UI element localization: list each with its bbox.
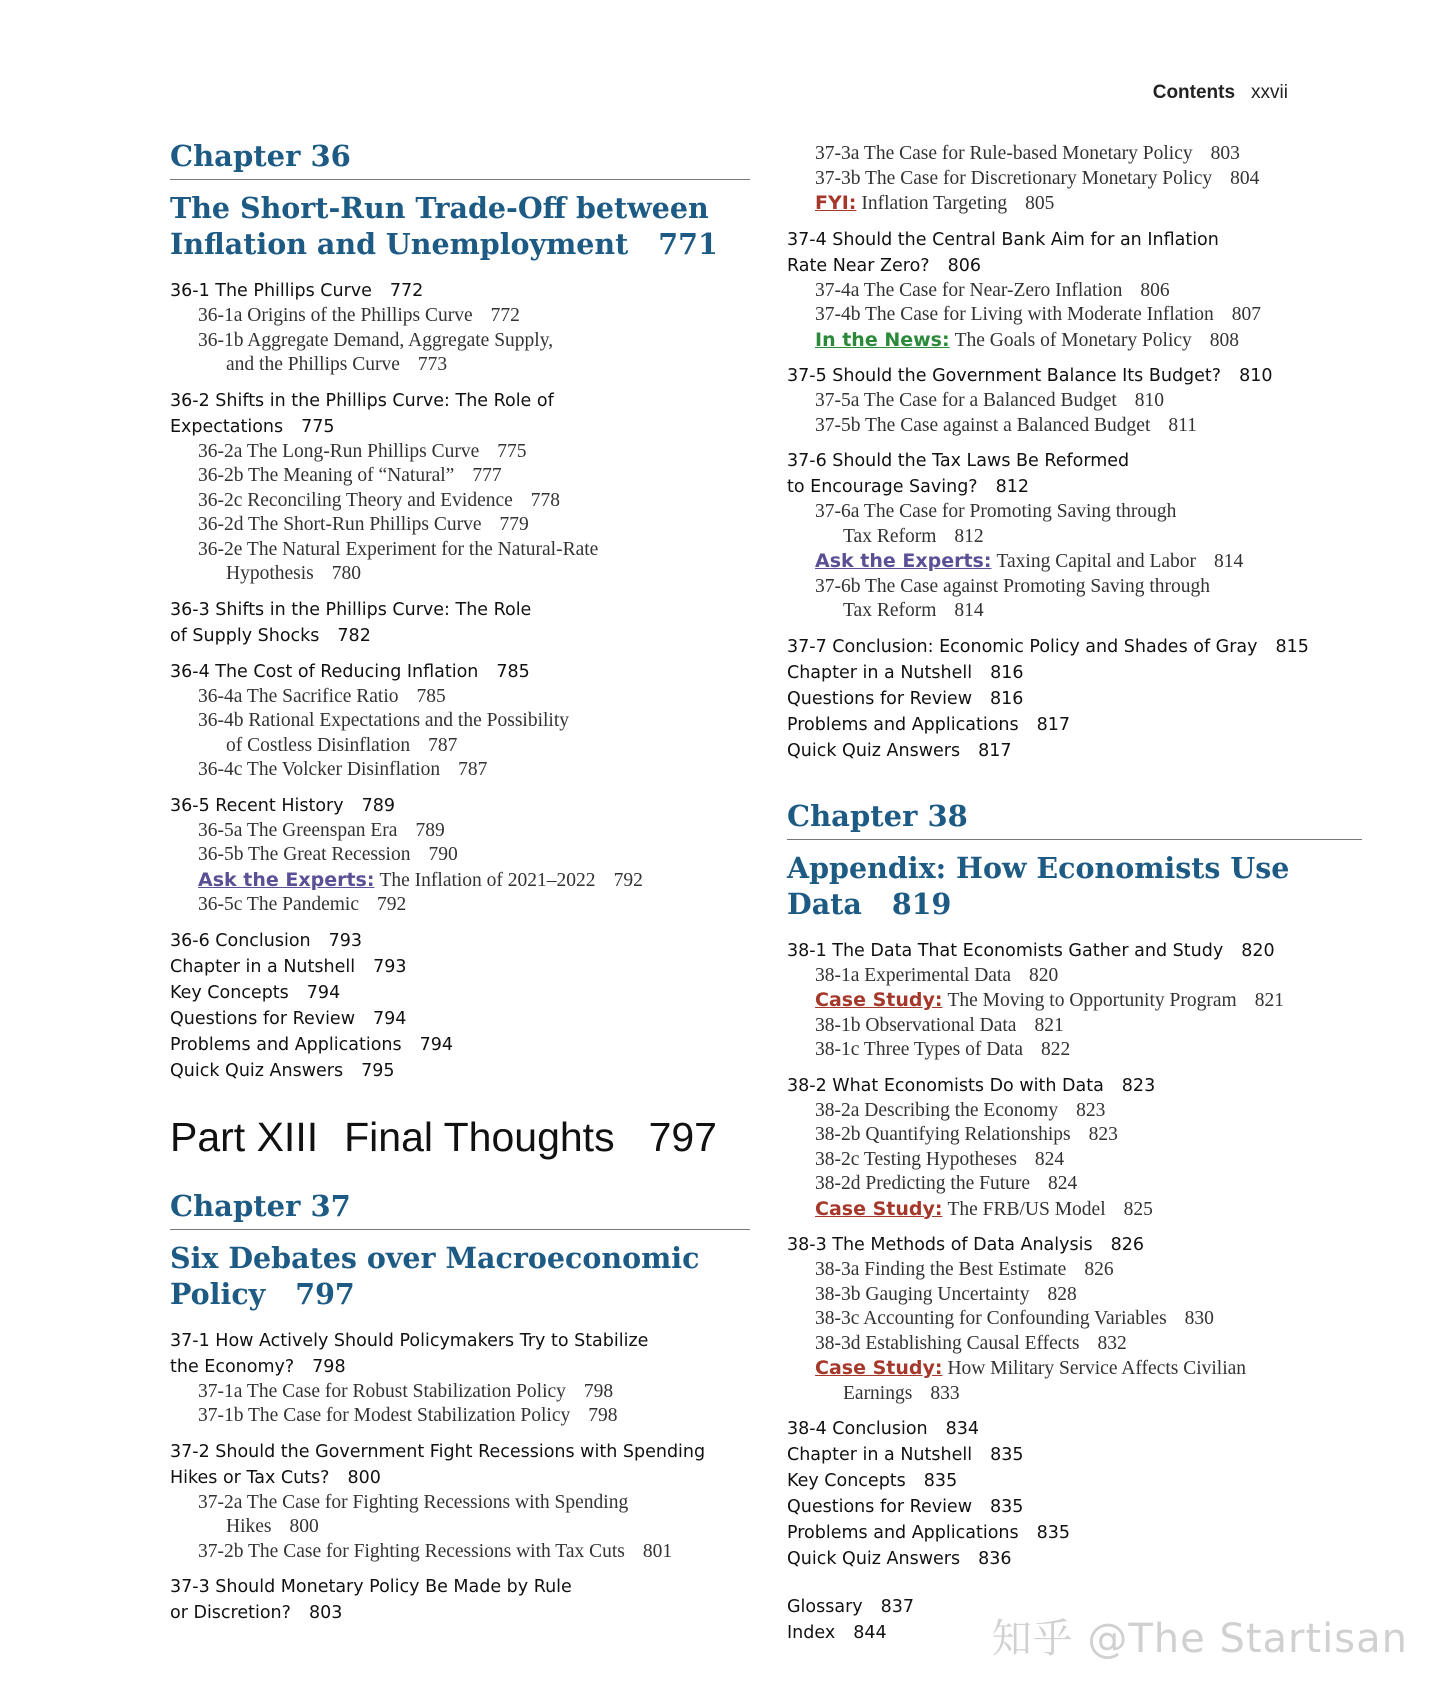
page-number: 794 — [419, 1034, 454, 1055]
chapter-38-label: Chapter 38 — [787, 798, 1362, 840]
subsection-title: 37-2b The Case for Fighting Recessions with Tax Cuts — [198, 1540, 625, 1562]
feature-label: In the News: — [815, 328, 950, 351]
page-number: 790 — [428, 844, 458, 865]
section-37-5 — [787, 363, 1362, 438]
feature-entry-fyi[interactable] — [787, 191, 1362, 217]
page-number: 805 — [1025, 193, 1055, 214]
page-number: 797 — [295, 1276, 355, 1311]
feature-title: How Military Service Affects Civilian — [947, 1358, 1247, 1379]
page-number: 816 — [990, 662, 1024, 683]
page-number: 771 — [658, 227, 718, 261]
page-number: 835 — [990, 1497, 1024, 1517]
page-number: 806 — [1140, 279, 1170, 301]
page-number: 772 — [389, 281, 424, 301]
section-37-2 — [170, 1439, 750, 1565]
page-number: 793 — [373, 956, 407, 977]
end-entry[interactable] — [787, 1442, 1362, 1468]
page-number: 806 — [947, 255, 981, 276]
entry-title: Chapter in a Nutshell — [787, 662, 973, 683]
subsection-title-cont: and the Phillips Curve — [226, 354, 400, 375]
subsection-entry[interactable] — [787, 1099, 1362, 1124]
page-number: 773 — [417, 354, 448, 375]
subsection-entry[interactable] — [170, 329, 750, 378]
page-number: 775 — [301, 416, 335, 437]
subsection-title-cont: Tax Reform — [843, 525, 937, 547]
subsection-title: 38-2c Testing Hypotheses — [815, 1148, 1017, 1170]
subsection-title-cont: Hikes — [226, 1516, 272, 1537]
subsection-entry[interactable] — [787, 167, 1362, 192]
page-number: 772 — [490, 305, 520, 326]
subsection-title: 36-1a Origins of the Phillips Curve — [198, 305, 473, 326]
end-entry[interactable] — [787, 738, 1362, 764]
subsection-entry[interactable] — [170, 709, 750, 758]
subsection-title: 36-2c Reconciling Theory and Evidence — [198, 489, 513, 511]
feature-title: The Moving to Opportunity Program — [947, 990, 1237, 1011]
end-entry[interactable] — [787, 1416, 1362, 1442]
section-heading[interactable] — [787, 363, 1362, 389]
subsection-entry[interactable] — [787, 1148, 1362, 1173]
subsection-entry[interactable] — [170, 538, 750, 587]
section-title-cont: Rate Near Zero? — [787, 255, 930, 276]
section-37-1 — [170, 1328, 750, 1429]
page-number: 798 — [583, 1380, 614, 1402]
page-number: 789 — [415, 819, 445, 841]
page-number: 817 — [1036, 714, 1071, 735]
subsection-title-cont: of Costless Disinflation — [226, 734, 411, 756]
subsection-entry[interactable] — [787, 1014, 1362, 1039]
page-number: 792 — [613, 869, 643, 891]
chapter-title-line: Policy — [170, 1276, 266, 1311]
entry-title: Quick Quiz Answers — [170, 1060, 344, 1081]
subsection-entry[interactable] — [170, 304, 750, 329]
entry-title: 36-6 Conclusion — [170, 930, 311, 951]
page-number: 778 — [530, 489, 561, 511]
subsection-title: 37-3a The Case for Rule-based Monetary Policy — [815, 143, 1193, 164]
entry-title: 37-7 Conclusion: Economic Policy and Shades of Gray — [787, 636, 1258, 657]
subsection-entry[interactable] — [170, 1404, 750, 1429]
subsection-entry[interactable] — [170, 843, 750, 868]
subsection-title: 36-2b The Meaning of “Natural” — [198, 465, 455, 486]
section-title: 36-5 Recent History — [170, 795, 344, 816]
subsection-title: 37-1a The Case for Robust Stabilization Policy — [198, 1380, 566, 1402]
entry-title: Index — [787, 1623, 836, 1643]
chapter-38-title[interactable] — [787, 850, 1362, 922]
subsection-title: 37-1b The Case for Modest Stabilization Policy — [198, 1405, 571, 1426]
section-37-3 — [170, 1574, 750, 1626]
subsection-title: 38-3c Accounting for Confounding Variables — [815, 1308, 1167, 1329]
entry-title: Questions for Review — [170, 1008, 356, 1029]
entry-title: Questions for Review — [787, 1497, 973, 1517]
feature-label: Case Study: — [815, 1357, 943, 1379]
entry-title: Quick Quiz Answers — [787, 740, 961, 761]
subsection-title: 38-3a Finding the Best Estimate — [815, 1259, 1067, 1280]
end-entry[interactable] — [787, 1520, 1362, 1546]
section-title: 37-6 Should the Tax Laws Be Reformed — [787, 451, 1130, 471]
section-heading[interactable] — [170, 793, 750, 819]
section-heading[interactable] — [787, 938, 1362, 964]
spacer — [787, 774, 1362, 798]
page-number: 794 — [306, 982, 341, 1003]
page-number: 794 — [373, 1008, 407, 1029]
subsection-entry[interactable] — [787, 142, 1362, 167]
entry-title: Problems and Applications — [170, 1034, 402, 1055]
subsection-title: 37-6b The Case against Promoting Saving through — [815, 575, 1211, 597]
page-number: 828 — [1047, 1283, 1077, 1305]
section-title: 38-3 The Methods of Data Analysis — [787, 1235, 1093, 1255]
subsection-title: 36-4c The Volcker Disinflation — [198, 759, 441, 780]
page-number: 819 — [891, 886, 952, 921]
feature-entry-in-the-news[interactable] — [787, 328, 1362, 354]
chapter-36-label: Chapter 36 — [170, 138, 750, 180]
section-36-4 — [170, 659, 750, 783]
page-number: 820 — [1029, 964, 1059, 986]
page-number: 789 — [361, 795, 395, 816]
page-number: 801 — [642, 1540, 673, 1562]
page-number: 832 — [1097, 1332, 1127, 1354]
end-entry[interactable] — [787, 686, 1362, 712]
page-number: 782 — [337, 625, 371, 646]
subsection-title: 38-1b Observational Data — [815, 1014, 1017, 1036]
feature-title: The FRB/US Model — [947, 1198, 1106, 1220]
page-number: 816 — [990, 688, 1024, 709]
page-number: 807 — [1231, 304, 1262, 325]
entry-title: Glossary — [787, 1597, 863, 1617]
section-title-cont: or Discretion? — [170, 1603, 291, 1623]
section-heading[interactable] — [170, 659, 750, 685]
subsection-title: 37-4b The Case for Living with Moderate Inflation — [815, 304, 1214, 325]
subsection-entry[interactable] — [170, 758, 750, 783]
feature-title-cont: Earnings — [843, 1382, 913, 1404]
subsection-title-cont: Tax Reform — [843, 600, 937, 621]
feature-label: Case Study: — [815, 989, 943, 1011]
subsection-title: 36-2e The Natural Experiment for the Natural-Rate — [198, 538, 599, 560]
end-entry[interactable] — [170, 1006, 750, 1032]
entry-title: Chapter in a Nutshell — [787, 1445, 973, 1465]
end-entry[interactable] — [787, 1494, 1362, 1520]
subsection-entry[interactable] — [170, 513, 750, 538]
section-36-3 — [170, 597, 750, 649]
running-header — [1153, 82, 1288, 104]
subsection-entry[interactable] — [787, 279, 1362, 304]
section-heading[interactable] — [787, 1232, 1362, 1258]
section-37-6 — [787, 448, 1362, 624]
page-number: 825 — [1123, 1198, 1153, 1220]
subsection-title: 38-1c Three Types of Data — [815, 1039, 1024, 1060]
section-title-cont: the Economy? — [170, 1356, 295, 1377]
page-number: 821 — [1254, 990, 1284, 1011]
page-number: 823 — [1076, 1099, 1106, 1121]
spacer — [787, 1582, 1362, 1594]
section-title-cont: of Supply Shocks — [170, 625, 320, 646]
section-37-3-cont — [787, 142, 1362, 217]
entry-title: Key Concepts — [170, 982, 289, 1003]
page-number: 775 — [497, 440, 527, 462]
end-entry[interactable] — [787, 660, 1362, 686]
page-number: 785 — [416, 685, 446, 707]
page-number: 820 — [1241, 940, 1275, 961]
page-number: 787 — [458, 759, 488, 780]
section-36-1 — [170, 278, 750, 378]
page-number: 844 — [853, 1623, 887, 1643]
subsection-title: 38-1a Experimental Data — [815, 964, 1011, 986]
page-number: 800 — [289, 1516, 319, 1537]
page-number: 812 — [995, 477, 1030, 497]
page-number: 835 — [1036, 1523, 1071, 1543]
page-number: 780 — [331, 563, 361, 584]
feature-title: Inflation Targeting — [861, 193, 1008, 214]
chapter-title-line: Data — [787, 886, 862, 921]
feature-title: The Goals of Monetary Policy — [954, 329, 1192, 351]
page-number: 823 — [1121, 1075, 1156, 1096]
chapter-38-end-matter — [787, 1416, 1362, 1572]
page-number: 798 — [312, 1356, 346, 1377]
section-title: 36-1 The Phillips Curve — [170, 281, 372, 301]
chapter-37-end-matter — [787, 634, 1362, 764]
end-entry[interactable] — [170, 1058, 750, 1084]
subsection-entry[interactable] — [170, 893, 750, 918]
page-number: 803 — [308, 1603, 343, 1623]
page-number: 779 — [499, 514, 529, 535]
subsection-title: 38-3d Establishing Causal Effects — [815, 1332, 1080, 1354]
section-38-1 — [787, 938, 1362, 1063]
section-title: 37-1 How Actively Should Policymakers Try to Stabilize — [170, 1330, 649, 1351]
section-heading[interactable] — [787, 1073, 1362, 1099]
section-heading[interactable] — [170, 1328, 750, 1380]
page-number: 821 — [1034, 1014, 1064, 1036]
subsection-title: 36-5c The Pandemic — [198, 894, 360, 915]
section-title: 37-3 Should Monetary Policy Be Made by Rule — [170, 1577, 572, 1597]
subsection-entry[interactable] — [787, 1307, 1362, 1332]
subsection-entry[interactable] — [787, 1038, 1362, 1063]
section-heading[interactable] — [787, 227, 1362, 279]
feature-label: Ask the Experts: — [198, 868, 375, 891]
end-entry[interactable] — [170, 954, 750, 980]
section-heading[interactable] — [170, 388, 750, 440]
watermark: 知乎 @The Startisan — [991, 1616, 1408, 1662]
section-title-cont: Expectations — [170, 416, 284, 437]
subsection-title: 36-2d The Short-Run Phillips Curve — [198, 514, 482, 535]
subsection-title-cont: Hypothesis — [226, 563, 314, 584]
subsection-entry[interactable] — [787, 1283, 1362, 1308]
subsection-title: 38-2d Predicting the Future — [815, 1173, 1031, 1194]
section-title: 37-4 Should the Central Bank Aim for an Inflation — [787, 229, 1219, 250]
chapter-title-line: Inflation and Unemployment — [170, 227, 629, 261]
end-entry[interactable] — [170, 1032, 750, 1058]
page-number: 817 — [978, 740, 1012, 761]
chapter-37-label: Chapter 37 — [170, 1188, 750, 1230]
entry-title: Problems and Applications — [787, 1523, 1019, 1543]
section-heading[interactable] — [170, 597, 750, 649]
section-38-2 — [787, 1073, 1362, 1223]
page-number: 826 — [1084, 1259, 1114, 1280]
subsection-title: 36-1b Aggregate Demand, Aggregate Supply, — [198, 329, 554, 351]
chapter-title-line: The Short-Run Trade-Off between — [170, 191, 709, 225]
section-title: 38-1 The Data That Economists Gather and Study — [787, 940, 1224, 961]
page-number: 836 — [978, 1549, 1012, 1569]
feature-title: Taxing Capital and Labor — [996, 551, 1197, 572]
subsection-entry[interactable] — [787, 964, 1362, 989]
running-header-page: xxvii — [1251, 82, 1288, 103]
entry-title: Quick Quiz Answers — [787, 1549, 961, 1569]
chapter-title-line: Six Debates over Macroeconomic — [170, 1240, 700, 1275]
chapter-37-title[interactable] — [170, 1240, 750, 1312]
left-column — [170, 138, 750, 1636]
entry-title: Key Concepts — [787, 1471, 906, 1491]
page-number: 800 — [347, 1467, 381, 1488]
feature-title: The Inflation of 2021–2022 — [379, 869, 596, 891]
subsection-entry[interactable] — [787, 1123, 1362, 1148]
feature-entry-case-study[interactable] — [787, 1197, 1362, 1223]
subsection-title: 37-6a The Case for Promoting Saving through — [815, 501, 1177, 522]
page-number: 804 — [1230, 167, 1260, 189]
section-36-5 — [170, 793, 750, 918]
chapter-title-line: Appendix: How Economists Use — [787, 850, 1290, 885]
entry-title: 38-4 Conclusion — [787, 1419, 928, 1439]
end-entry[interactable] — [787, 634, 1362, 660]
subsection-title: 36-4b Rational Expectations and the Possibility — [198, 710, 569, 731]
subsection-title: 37-3b The Case for Discretionary Monetary Policy — [815, 167, 1213, 189]
section-title: 36-3 Shifts in the Phillips Curve: The Role — [170, 599, 532, 620]
end-entry[interactable] — [787, 712, 1362, 738]
section-38-3 — [787, 1232, 1362, 1406]
subsection-entry[interactable] — [787, 1172, 1362, 1197]
page-number: 808 — [1209, 329, 1240, 351]
page-number: 815 — [1275, 636, 1309, 657]
section-heading[interactable] — [170, 1439, 750, 1491]
section-title: 36-4 The Cost of Reducing Inflation — [170, 661, 479, 682]
subsection-entry[interactable] — [170, 685, 750, 710]
feature-entry-case-study[interactable] — [787, 988, 1362, 1014]
page-number: 792 — [377, 894, 407, 915]
entry-title: Questions for Review — [787, 688, 973, 709]
subsection-title: 37-5a The Case for a Balanced Budget — [815, 390, 1117, 411]
feature-entry-case-study[interactable] — [787, 1356, 1362, 1406]
page-number: 777 — [472, 465, 502, 486]
subsection-entry[interactable] — [170, 1540, 750, 1565]
page-number: 795 — [361, 1060, 395, 1081]
subsection-entry[interactable] — [787, 575, 1362, 624]
feature-entry-ask-the-experts[interactable] — [170, 868, 750, 894]
feature-label: Case Study: — [815, 1197, 943, 1220]
subsection-entry[interactable] — [787, 303, 1362, 328]
entry-title: Problems and Applications — [787, 714, 1019, 735]
page-number: 834 — [945, 1419, 980, 1439]
subsection-entry[interactable] — [170, 464, 750, 489]
subsection-title: 36-5b The Great Recession — [198, 844, 411, 865]
subsection-entry[interactable] — [787, 1258, 1362, 1283]
page-number: 824 — [1048, 1173, 1078, 1194]
page-number: 798 — [588, 1405, 618, 1426]
end-entry[interactable] — [787, 1546, 1362, 1572]
page-number: 823 — [1088, 1124, 1118, 1145]
running-header-title: Contents — [1152, 82, 1236, 103]
page-number: 803 — [1210, 143, 1240, 164]
section-heading[interactable] — [787, 448, 1362, 500]
page-number: 835 — [923, 1471, 958, 1491]
page-number: 814 — [954, 600, 984, 621]
page-number: 787 — [428, 734, 458, 756]
page-number: 814 — [1214, 551, 1244, 572]
subsection-title: 37-2a The Case for Fighting Recessions with Spending — [198, 1491, 629, 1513]
subsection-entry[interactable] — [787, 1332, 1362, 1357]
subsection-title: 37-4a The Case for Near-Zero Inflation — [815, 279, 1123, 301]
section-heading[interactable] — [170, 278, 750, 304]
section-heading[interactable] — [170, 1574, 750, 1626]
part-number: Part XIII — [170, 1113, 319, 1160]
page-number: 812 — [954, 525, 984, 547]
section-36-2 — [170, 388, 750, 587]
section-title: 37-5 Should the Government Balance Its Budget? — [787, 366, 1222, 386]
subsection-entry[interactable] — [170, 440, 750, 465]
subsection-title: 36-5a The Greenspan Era — [198, 819, 398, 841]
subsection-title: 37-5b The Case against a Balanced Budget — [815, 414, 1151, 436]
subsection-entry[interactable] — [787, 414, 1362, 439]
section-title-cont: Hikes or Tax Cuts? — [170, 1467, 330, 1488]
part-xiii-title[interactable] — [170, 1112, 750, 1162]
page-number: 835 — [990, 1445, 1024, 1465]
page-number: 830 — [1184, 1308, 1214, 1329]
subsection-entry[interactable] — [787, 389, 1362, 414]
feature-entry-ask-the-experts[interactable] — [787, 549, 1362, 575]
subsection-title: 36-2a The Long-Run Phillips Curve — [198, 440, 480, 462]
page-number: 822 — [1041, 1039, 1071, 1060]
subsection-title: 38-2a Describing the Economy — [815, 1099, 1059, 1121]
section-title-cont: to Encourage Saving? — [787, 477, 978, 497]
end-entry[interactable] — [170, 928, 750, 954]
page-number: 811 — [1168, 414, 1197, 436]
chapter-36-title[interactable] — [170, 190, 750, 262]
page-number: 797 — [648, 1113, 717, 1160]
right-column — [787, 142, 1362, 1656]
page-number: 793 — [328, 930, 363, 951]
subsection-entry[interactable] — [170, 1380, 750, 1405]
subsection-title: 38-3b Gauging Uncertainty — [815, 1283, 1030, 1305]
part-name: Final Thoughts — [344, 1113, 615, 1160]
page-number: 785 — [496, 661, 530, 682]
section-title: 38-2 What Economists Do with Data — [787, 1075, 1104, 1096]
page-number: 833 — [930, 1382, 960, 1404]
subsection-entry[interactable] — [170, 489, 750, 514]
end-entry[interactable] — [787, 1468, 1362, 1494]
end-entry[interactable] — [170, 980, 750, 1006]
subsection-title: 38-2b Quantifying Relationships — [815, 1124, 1071, 1145]
page-number: 837 — [880, 1597, 915, 1617]
subsection-entry[interactable] — [170, 1491, 750, 1540]
feature-label: Ask the Experts: — [815, 550, 992, 572]
section-title: 36-2 Shifts in the Phillips Curve: The Role of — [170, 390, 554, 411]
page-number: 810 — [1239, 366, 1273, 386]
page-number: 810 — [1134, 390, 1165, 411]
entry-title: Chapter in a Nutshell — [170, 956, 356, 977]
page-number: 826 — [1110, 1235, 1144, 1255]
subsection-entry[interactable] — [170, 819, 750, 844]
chapter-36-end-matter — [170, 928, 750, 1084]
feature-label: FYI: — [815, 192, 857, 214]
section-title: 37-2 Should the Government Fight Recessions with Spending — [170, 1441, 706, 1462]
subsection-title: 36-4a The Sacrifice Ratio — [198, 685, 399, 707]
subsection-entry[interactable] — [787, 500, 1362, 549]
section-37-4 — [787, 227, 1362, 354]
page-number: 824 — [1034, 1148, 1065, 1170]
